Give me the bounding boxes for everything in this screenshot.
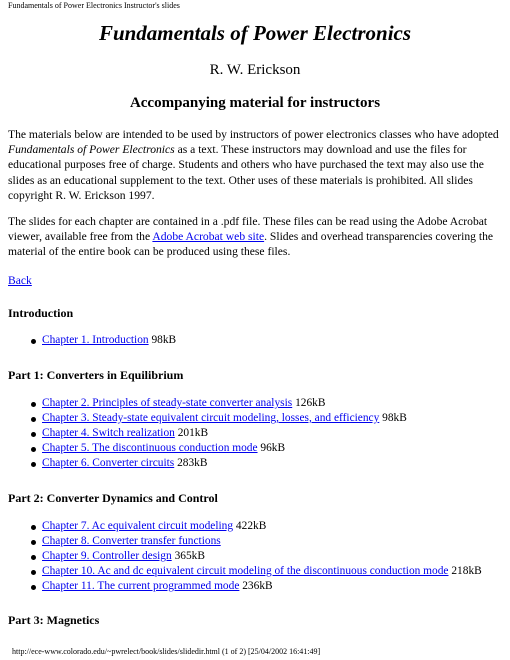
bullet-icon: [31, 525, 36, 530]
chapter-8-link[interactable]: Chapter 8. Converter transfer functions: [42, 535, 221, 547]
list-item: [0, 411, 407, 426]
chapter-7-link[interactable]: Chapter 7. Ac equivalent circuit modeling: [42, 520, 234, 532]
bullet-icon: [31, 585, 36, 590]
back-link[interactable]: Back: [8, 274, 32, 287]
file-size: 96kB: [260, 442, 286, 454]
file-size: 283kB: [177, 457, 208, 469]
slides-text-start: The slides for each chapter are contained in a .pdf file. These files can be read using the Adobe Acrobat viewer, available free from the: [8, 215, 488, 244]
chapter-2-link[interactable]: Chapter 2. Principles of steady-state converter analysis: [42, 397, 293, 409]
chapter-list-part1: [0, 396, 407, 471]
section-heading-part3: Part 3: Magnetics: [8, 613, 100, 627]
browser-header: Fundamentals of Power Electronics Instructor's slides: [8, 1, 180, 10]
chapter-6-link[interactable]: Chapter 6. Converter circuits: [42, 457, 175, 469]
list-item: [0, 441, 407, 456]
slides-text-end: . Slides and overhead transparencies covering the material of the entire book can be produced using these files.: [8, 230, 494, 259]
file-size: 236kB: [242, 580, 273, 592]
file-size: 201kB: [177, 427, 209, 439]
author-name: R. W. Erickson: [209, 62, 301, 78]
chapter-1-link[interactable]: Chapter 1. Introduction: [42, 334, 149, 346]
list-item: [0, 534, 482, 549]
list-item: [0, 519, 482, 534]
file-size: 218kB: [451, 565, 482, 577]
chapter-9-link[interactable]: Chapter 9. Controller design: [42, 550, 172, 562]
file-size: 98kB: [151, 334, 177, 346]
file-size: 422kB: [235, 520, 267, 532]
chapter-10-link[interactable]: Chapter 10. Ac and dc equivalent circuit modeling of the discontinuous conduction mode: [42, 565, 449, 577]
chapter-5-link[interactable]: Chapter 5. The discontinuous conduction mode: [42, 442, 258, 454]
list-item: [0, 549, 482, 564]
bullet-icon: [31, 402, 36, 407]
page-footer-url: http://ece-www.colorado.edu/~pwrelect/book/slides/slidedir.html (1 of 2) [25/04/2002 16:41:49]: [12, 647, 321, 656]
page-subtitle: Accompanying material for instructors: [129, 95, 381, 111]
bullet-icon: [31, 417, 36, 422]
list-item: [0, 426, 407, 441]
bullet-icon: [31, 339, 36, 344]
chapter-list-introduction: [0, 333, 176, 348]
bullet-icon: [31, 570, 36, 575]
bullet-icon: [31, 555, 36, 560]
chapter-3-link[interactable]: Chapter 3. Steady-state equivalent circuit modeling, losses, and efficiency: [42, 412, 380, 424]
chapter-list-part2: [0, 519, 482, 594]
chapter-4-link[interactable]: Chapter 4. Switch realization: [42, 427, 175, 439]
adobe-acrobat-link[interactable]: Adobe Acrobat web site: [152, 230, 265, 244]
section-heading-introduction: Introduction: [8, 306, 74, 320]
intro-text-end: as a text. These instructors may download and use the files for educational purposes free of charge. Students and others who have purchased the text may also use the slides as an educational supplement to the text. Other uses of these materials is prohibited. All slides copyright R. W. Erickson 1997.: [8, 143, 484, 202]
book-title-italic: Fundamentals of Power Electronics: [8, 143, 175, 157]
list-item: [0, 564, 482, 579]
file-size: 98kB: [382, 412, 407, 424]
section-heading-part2: Part 2: Converter Dynamics and Control: [8, 491, 218, 505]
bullet-icon: [31, 432, 36, 437]
file-size: 365kB: [174, 550, 205, 562]
bullet-icon: [31, 447, 36, 452]
bullet-icon: [31, 462, 36, 467]
section-heading-part1: Part 1: Converters in Equilibrium: [8, 368, 184, 382]
intro-paragraph: [8, 127, 504, 203]
page-title: Fundamentals of Power Electronics: [98, 21, 412, 45]
list-item: [0, 396, 407, 411]
slides-paragraph: [8, 214, 504, 260]
list-item: [0, 333, 176, 348]
list-item: [0, 579, 482, 594]
intro-text-start: The materials below are intended to be used by instructors of power electronics classes who have adopted: [8, 128, 499, 141]
file-size: 126kB: [295, 397, 326, 409]
bullet-icon: [31, 540, 36, 545]
list-item: [0, 456, 407, 471]
chapter-11-link[interactable]: Chapter 11. The current programmed mode: [42, 580, 240, 592]
